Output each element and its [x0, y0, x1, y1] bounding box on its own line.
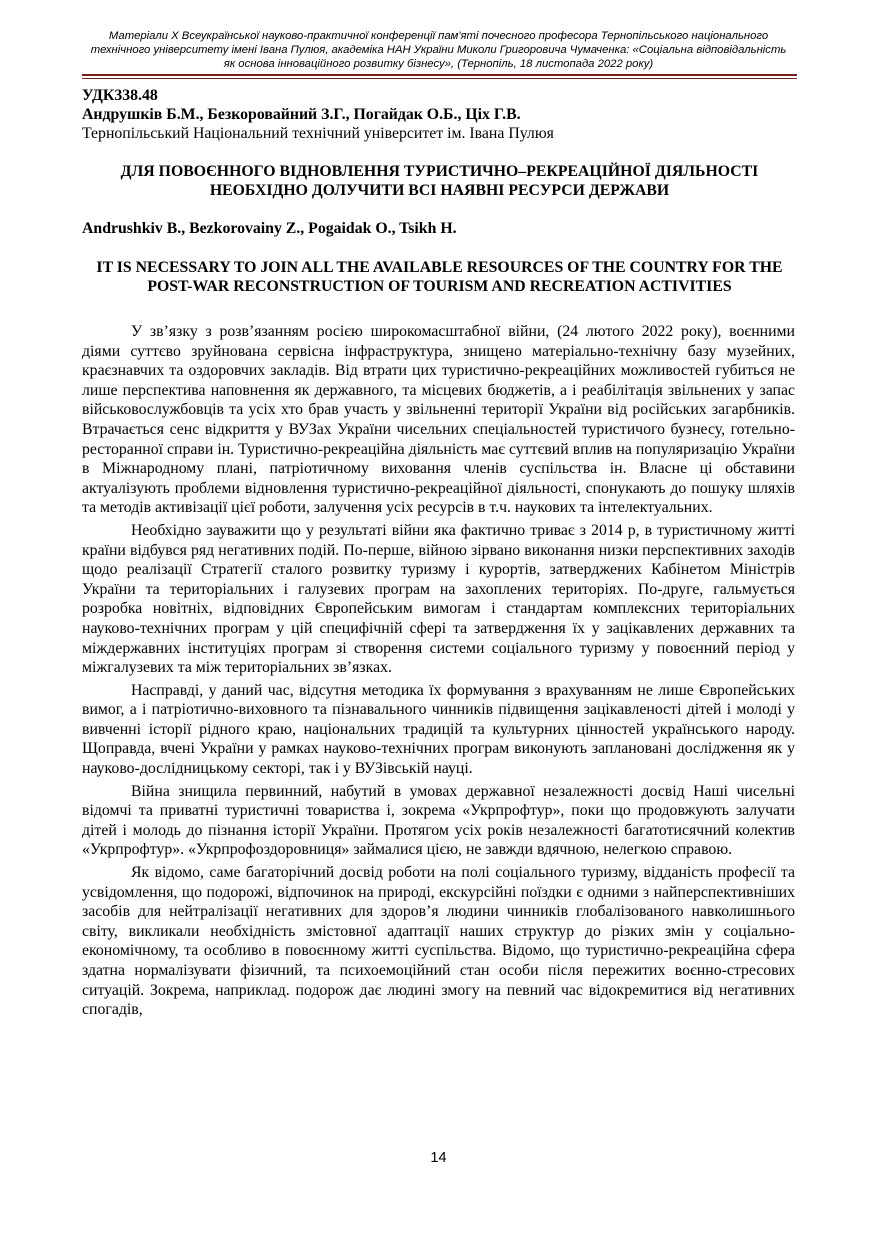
authors-english: Andrushkiv B., Bezkorovainy Z., Pogaidak O., Tsikh H. [82, 220, 457, 237]
body-paragraph: У зв’язку з розв’язанням росією широкомасштабної війни, (24 лютого 2022 року), воєнними діями суттєво зруйнована сервісна інфраструктура, знищено матеріально-технічну базу музейних, краєзнавчих та оздоровчих закладів. Від втрати цих туристично-рекреаційних можливостей губиться не лише перспектива наповнення як державного, та місцевих бюджетів, а і реабілітація звільнених у запас військовослужбовців та усіх хто брав участь у звільненні території України від російських загарбників. Втрачається сенс відкриття у ВУЗах України чисельних спеціальностей туристичого бузнесу, готельно-ресторанної справи ін. Туристично-рекреаційна діяльність має суттєвий вплив на популяризацію України в Міжнародному плані, патріотичному виховання членів суспільства ін. Власне ці обставини актуалізують проблеми відновлення туристично-рекреаційної діяльності, спонукають до пошуку шляхів та методів активізації цієї роботи, залучення усіх ресурсів в т.ч. наукових та інтелектуальних. [82, 323, 795, 517]
body-paragraph: Насправді, у даний час, відсутня методика їх формування з врахуванням не лише Європейських вимог, а і патріотично-виховного та пізнавального чинників підвищення зацікавленості дітей і молоді у вивченні історії рідного краю, національних традицій та культурних цінностей українського народу. Щоправда, вчені України у рамках науково-технічних програм виконують заплановані дослідження як у науково-дослідницькому секторі, так і у ВУЗівській науці. [82, 681, 795, 778]
body-paragraph: Як відомо, саме багаторічний досвід роботи на полі соціального туризму, відданість професії та усвідомлення, що подорожі, відпочинок на природі, екскурсійні поїздки є одними з найперспективніших засобів для нейтралізації негативних для здоров’я людини чинників глобалізованого навколишнього світу, викликали необхідність змістовної адаптації наших структур до різких змін у соціально-економічному, та особливо в повоєнному житті суспільства. Відомо, що туристично-рекреаційна сфера здатна нормалізувати фізичний, та психоемоційний стан особи після пережитих воєнно-стресових ситуацій. Зокрема, наприклад. подорож дає людині змогу на певний час відокремитися від негативних спогадів, [82, 864, 795, 1019]
article-body [82, 322, 795, 1023]
udk-code: УДК338.48 [82, 87, 158, 104]
header-rule-thin [82, 78, 797, 79]
body-paragraph: Необхідно зауважити що у результаті війни яка фактично триває з 2014 р, в туристичному житті країни відбувся ряд негативних подій. По-перше, війною зірвано виконання низки перспективних заходів щодо реалізації Стратегії сталого розвитку туризму і курортів, затверджених Кабінетом Міністрів України та територіальних і галузевих програм на захоплених територіях. По-друге, гальмується розробка новітніх, відповідних Європейським вимогам і стандартам комплексних територіальних науково-технічних програм у цій специфічній сфері та затвердження їх у зацікавлених державних та міждержавних інституціях програм зі створення системи соціального туризму у повоєнний період у міжгалузевих та між територіальних зв’язках. [82, 521, 795, 677]
page-number: 14 [430, 1150, 447, 1166]
header-rule-thick [82, 74, 797, 76]
title-ukrainian: ДЛЯ ПОВОЄННОГО ВІДНОВЛЕННЯ ТУРИСТИЧНО–РЕКРЕАЦІЙНОЇ ДІЯЛЬНОСТІ НЕОБХІДНО ДОЛУЧИТИ ВСІ НАЯВНІ РЕСУРСИ ДЕРЖАВИ [120, 163, 759, 199]
body-paragraph: Війна знищила первинний, набутий в умовах державної незалежності досвід Наші чисельні відомчі та приватні туристичні товариства і, зокрема «Укрпрофтур», поки що продовжують залучати дітей і молодь до пізнання історії України. Протягом усіх років незалежності багатотисячний колектив «Укрпрофтур». «Укрпрофоздоровниця» займалися цією, не завжди вдячною, нелегкою справою. [82, 782, 795, 859]
authors-ukrainian: Андрушків Б.М., Безкоровайний З.Г., Погайдак О.Б., Ціх Г.В. [82, 106, 521, 123]
title-english: IT IS NECESSARY TO JOIN ALL THE AVAILABLE RESOURCES OF THE COUNTRY FOR THE POST-WAR RECONSTRUCTION OF TOURISM AND RECREATION ACTIVITIES [96, 259, 783, 295]
running-header: Матеріали X Всеукраїнської науково-практичної конференції пам'яті почесного професора Тернопільського національного технічного університету імені Івана Пулюя, академіка НАН України Миколи Григоровича Чумаченка: «Соціальна відповідальність як основа інноваційного розвитку бізнесу», (Тернопіль, 18 листопада 2022 року) [90, 30, 787, 71]
affiliation: Тернопільський Національний технічний університет ім. Івана Пулюя [82, 125, 554, 142]
